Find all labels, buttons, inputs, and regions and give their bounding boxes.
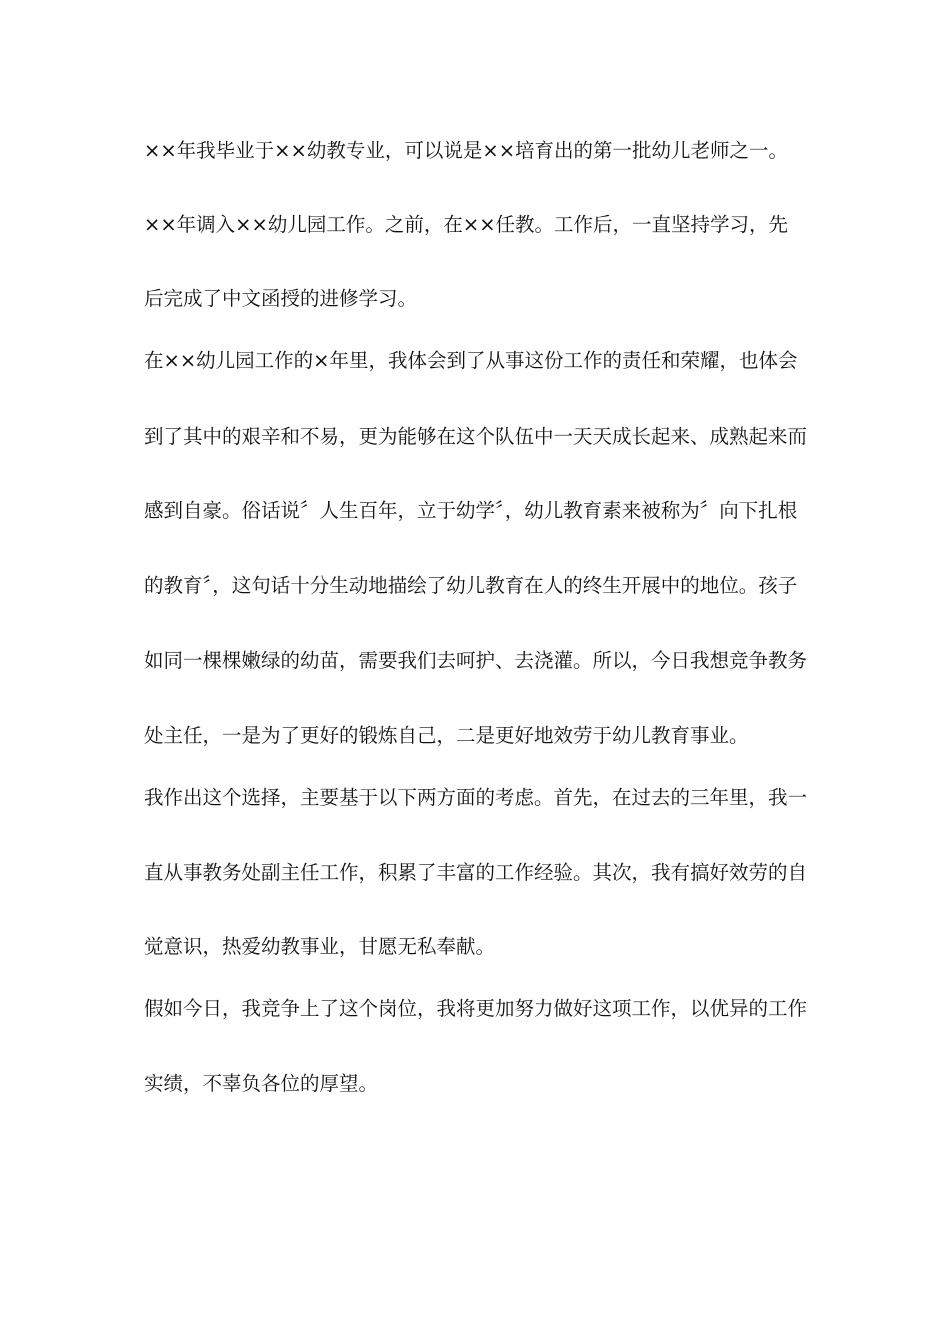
text-line: 实绩，不辜负各位的厚望。	[144, 1072, 379, 1095]
text-line: 假如今日，我竞争上了这个岗位，我将更加努力做好这项工作，以优异的工作	[144, 997, 808, 1020]
text-line: ××年我毕业于××幼教专业，可以说是××培育出的第一批幼儿老师之一。	[144, 139, 789, 162]
text-line: 如同一棵棵嫩绿的幼苗，需要我们去呵护、去浇灌。所以，今日我想竞争教务	[144, 649, 808, 672]
text-line: 后完成了中文函授的进修学习。	[144, 287, 418, 310]
text-line: 到了其中的艰辛和不易，更为能够在这个队伍中一天天成长起来、成熟起来而	[144, 425, 808, 448]
text-line: 在××幼儿园工作的×年里，我体会到了从事这份工作的责任和荣耀，也体会	[144, 349, 798, 372]
text-line: 处主任，一是为了更好的锻炼自己，二是更好地效劳于幼儿教育事业。	[144, 724, 749, 747]
text-line: 我作出这个选择，主要基于以下两方面的考虑。首先，在过去的三年里，我一	[144, 786, 808, 809]
text-line: ××年调入××幼儿园工作。之前，在××任教。工作后，一直坚持学习，先	[144, 213, 789, 236]
text-line: 直从事教务处副主任工作，积累了丰富的工作经验。其次，我有搞好效劳的自	[144, 861, 808, 884]
text-line: 感到自豪。俗话说〞人生百年，立于幼学〞，幼儿教育素来被称为〞向下扎根	[144, 499, 798, 522]
text-line: 的教育〞，这句话十分生动地描绘了幼儿教育在人的终生开展中的地位。孩子	[144, 574, 798, 597]
text-line: 觉意识，热爱幼教事业，甘愿无私奉献。	[144, 935, 496, 958]
